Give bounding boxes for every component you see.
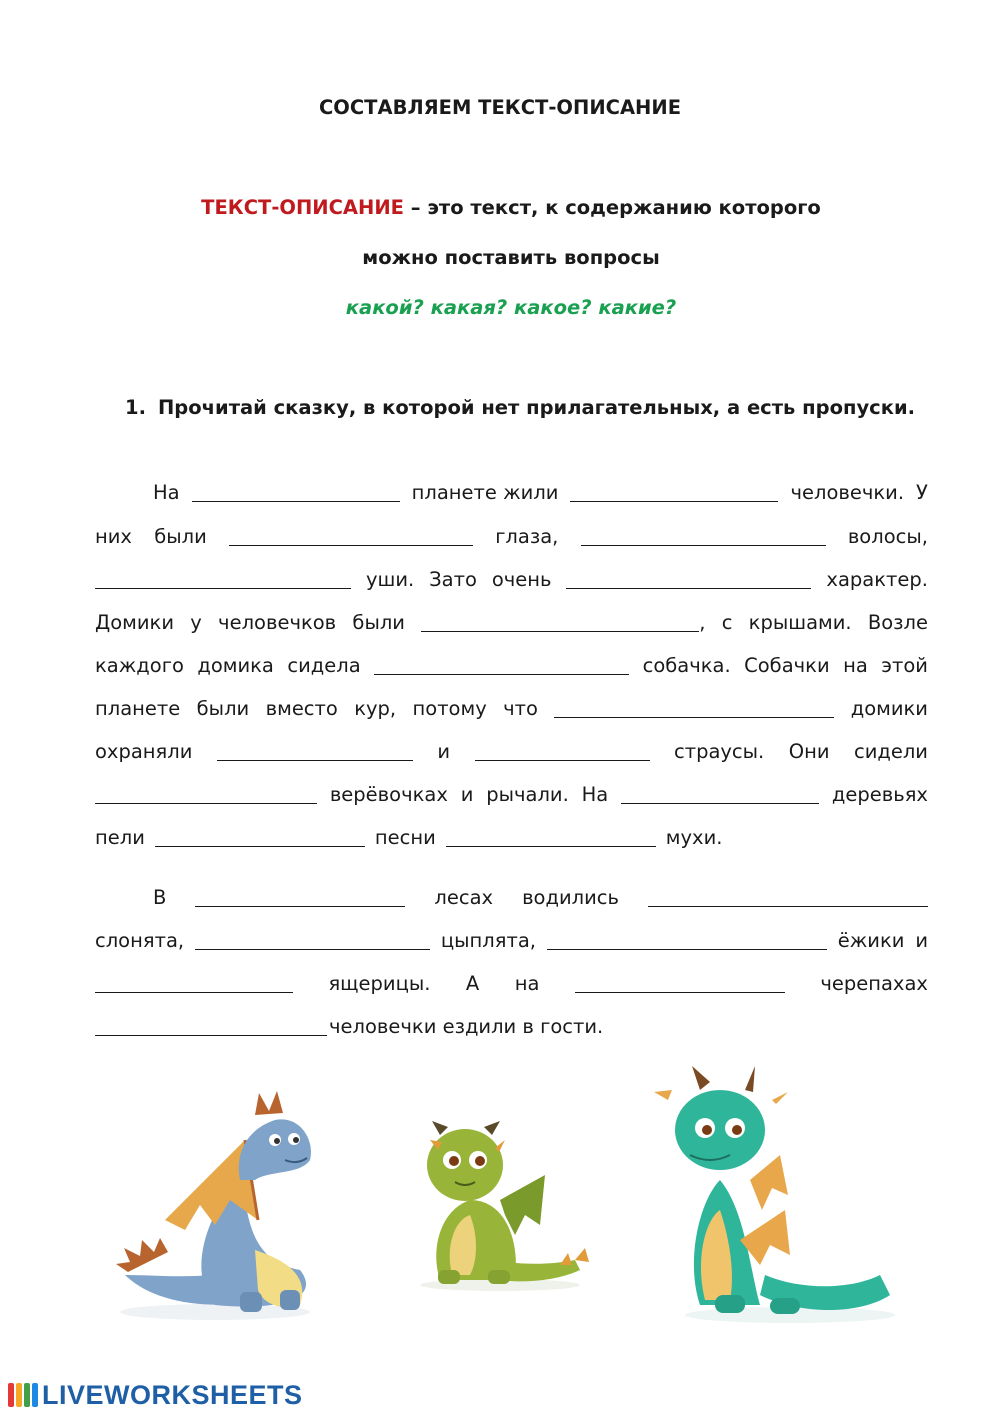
story-line: [95, 608, 928, 634]
word: них: [95, 525, 132, 548]
word: что: [503, 697, 538, 720]
word: уши.: [365, 568, 415, 591]
word: А: [465, 972, 480, 995]
story-line: [153, 883, 928, 909]
blank-input[interactable]: [95, 1015, 327, 1036]
word: и: [460, 783, 474, 806]
word: мухи.: [665, 826, 723, 849]
blank-input[interactable]: [581, 525, 826, 546]
word: волосы,: [847, 525, 928, 548]
word: на: [843, 654, 868, 677]
word: сидела: [287, 654, 361, 677]
word: планете: [95, 697, 181, 720]
definition-line-2: можно поставить вопросы: [362, 246, 660, 269]
word: охраняли: [95, 740, 193, 763]
word: с: [721, 611, 733, 634]
word: Собачки: [744, 654, 830, 677]
blank-input[interactable]: [648, 886, 928, 907]
word: были: [154, 525, 207, 548]
word: этой: [881, 654, 928, 677]
blank-input[interactable]: [446, 826, 656, 847]
word: песни: [374, 826, 436, 849]
word: Зато: [429, 568, 477, 591]
word: деревьях: [831, 783, 928, 806]
blank-input[interactable]: [566, 568, 811, 589]
word: страусы.: [673, 740, 765, 763]
word: у: [190, 611, 202, 634]
word: и: [915, 929, 928, 952]
word: потому: [412, 697, 487, 720]
word: Домики: [95, 611, 174, 634]
word: очень: [491, 568, 552, 591]
word: слонята,: [95, 929, 185, 952]
blank-input[interactable]: [229, 525, 473, 546]
story-line: [95, 694, 928, 720]
blue-dragon-image: [116, 1091, 311, 1320]
story-line: [95, 969, 928, 995]
word: глаза,: [495, 525, 559, 548]
word: сидели: [853, 740, 928, 763]
word: пели: [95, 826, 145, 849]
word: лесах: [434, 886, 494, 909]
story-line: [95, 823, 928, 849]
word: человечки.: [790, 481, 905, 504]
story-line: [95, 737, 928, 763]
task-number: 1.: [125, 396, 146, 419]
story-line: [95, 926, 928, 952]
word: каждого: [95, 654, 184, 677]
teal-dragon-image: [654, 1066, 895, 1323]
task-text: Прочитай сказку, в которой нет прилагательных, а есть пропуски.: [157, 396, 916, 419]
word: водились: [522, 886, 619, 909]
blank-input[interactable]: [195, 929, 430, 950]
blank-input[interactable]: [554, 697, 834, 718]
story-line: [95, 780, 928, 806]
task-1: [125, 396, 915, 419]
blank-input[interactable]: [421, 611, 699, 632]
word: домика: [197, 654, 274, 677]
word: человечков: [218, 611, 337, 634]
word: были: [196, 697, 250, 720]
blank-input[interactable]: [621, 783, 819, 804]
blank-input[interactable]: [95, 783, 317, 804]
story-line: [95, 565, 928, 591]
blank-input[interactable]: [475, 740, 650, 761]
definition-line-1: [0, 196, 1000, 219]
blank-input[interactable]: [192, 481, 400, 502]
blank-input[interactable]: [95, 972, 293, 993]
word: цыплята,: [440, 929, 536, 952]
logo-text: LIVEWORKSHEETS: [42, 1379, 303, 1410]
word: Возле: [867, 611, 928, 634]
green-dragon-image: [420, 1121, 589, 1291]
dragon-illustrations: [0, 1060, 1000, 1330]
blank-input[interactable]: [547, 929, 827, 950]
story-line: [95, 522, 928, 548]
word: Они: [788, 740, 830, 763]
worksheet-title: СОСТАВЛЯЕМ ТЕКСТ-ОПИСАНИЕ: [318, 96, 682, 119]
word: рычали.: [486, 783, 569, 806]
blank-input[interactable]: [195, 886, 405, 907]
story-line: [153, 478, 928, 504]
word: кур,: [354, 697, 397, 720]
definition-questions: какой? какая? какое? какие?: [345, 296, 677, 319]
liveworksheets-logo: [8, 1378, 303, 1412]
blank-input[interactable]: [95, 568, 351, 589]
word: У: [916, 481, 928, 504]
blank-with-comma: [421, 608, 705, 636]
logo-mark-icon: [8, 1383, 38, 1407]
word: На: [581, 783, 609, 806]
word: ёжики: [837, 929, 905, 952]
word: На: [153, 481, 180, 504]
blank-input[interactable]: [570, 481, 778, 502]
word: В: [153, 886, 167, 909]
word: верёвочках: [329, 783, 448, 806]
word: человечки ездили в гости.: [329, 1015, 604, 1038]
word: были: [352, 611, 405, 634]
definition-term: ТЕКСТ-ОПИСАНИЕ: [201, 196, 404, 219]
word: на: [514, 972, 540, 995]
word: собачка.: [642, 654, 731, 677]
blank-input[interactable]: [575, 972, 785, 993]
word: домики: [850, 697, 928, 720]
blank-input[interactable]: [217, 740, 413, 761]
blank-input[interactable]: [155, 826, 365, 847]
story-line: [95, 1012, 928, 1038]
word: крышами.: [748, 611, 852, 634]
word: ящерицы.: [328, 972, 431, 995]
definition-text: – это текст, к содержанию которого: [410, 196, 821, 219]
word: черепахах: [820, 972, 928, 995]
word: планете жили: [411, 481, 559, 504]
blank-input[interactable]: [374, 654, 629, 675]
word: и: [437, 740, 451, 763]
story-line: [95, 651, 928, 677]
word: характер.: [826, 568, 928, 591]
word: ,: [699, 611, 706, 634]
word: вместо: [265, 697, 338, 720]
